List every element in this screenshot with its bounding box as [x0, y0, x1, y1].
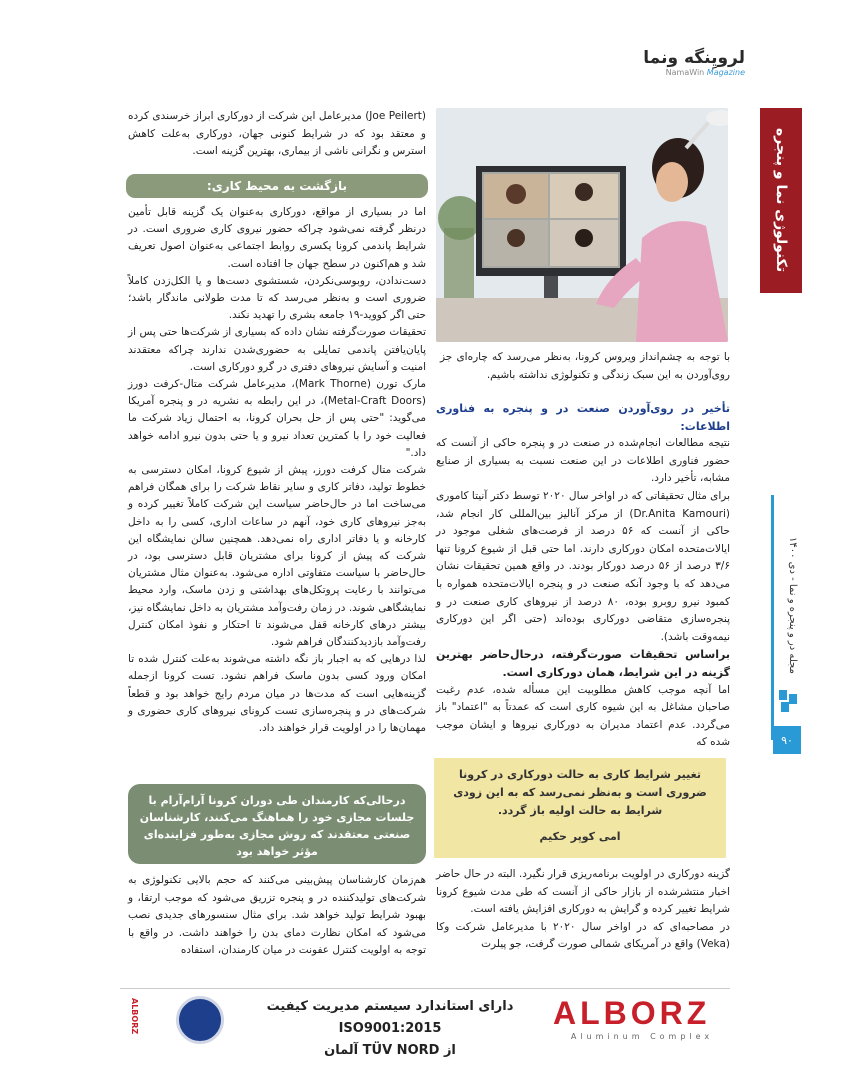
paragraph: تحقیقات صورت‌گرفته نشان داده که بسیاری از شرکت‌ها حتی پس از پایان‌یافتن پاندمی تمایلی به حضوری‌شدن ندارند چراکه معتقدند امنیت و آسایش نیروهای دفتری در گرو دورکاری است.	[128, 326, 426, 373]
logo-subtitle	[640, 68, 745, 77]
callout-box: درحالی‌که کارمندان طی دوران کرونا آرام‌آرام با جلسات مجازی خود را هماهنگ می‌کنند، کارشناسان صنعتی معتقدند که روش مجازی به‌طور فزاینده‌ای مؤثر خواهد بود	[128, 784, 426, 864]
paragraph: دست‌ندادن، روبوسی‌نکردن، شستشوی دست‌ها و یا الکل‌زدن کاملاً ضروری است و به‌نظر می‌رسد که تا مدت طولانی ماندگار باشد؛ حتی اگر کووید-۱۹ جامعه بشری را تهدید نکند.	[128, 274, 426, 322]
photo-illustration	[436, 108, 728, 342]
brand-name: ALBORZ	[553, 995, 711, 1031]
quote-text: تغییر شرایط کاری به حالت دورکاری در کرونا ضروری است و به‌نظر نمی‌رسد که به این زودی شرایط به حالت اولیه باز گردد.	[453, 768, 707, 817]
logo-title: لرويِنگه ونما	[643, 48, 745, 68]
paragraph: برای مثال تحقیقاتی که در اواخر سال ۲۰۲۰ توسط دکتر آنیتا کاموری (Dr.Anita Kamouri) از مرکز آنالیز بین‌المللی کار انجام شد، حاکی از آنست که ۵۶ درصد از فرصت‌های شغلی موجود در ایالات‌متحده امکان دورکاری دارند. اما حتی قبل از شیوع کرونا تنها ۳/۶ درصد از ۵۶ درصد دورکار بودند. در واقع همین تحقیقات نشان می‌دهد که با وجود آنکه صنعت در و پنجره ایالات‌متحده همواره با کمبود نیرو روبرو بوده، ۸۰ درصد از نیروهای کاری صنعت در و پنجره‌سازی متقاضی دورکاری بوده‌اند (حتی اگر این دورکاری نیمه‌وقت باشد).	[436, 489, 731, 643]
section-heading-it-delay: تأخیر در روی‌آوردن صنعت در و پنجره به فناوری اطلاعات:	[436, 402, 730, 433]
paragraph-highlight: براساس تحقیقات صورت‌گرفته، درحال‌حاضر بهترین گزینه در این شرایط، همان دورکاری است.	[436, 648, 730, 679]
paragraph: هم‌زمان کارشناسان پیش‌بینی می‌کنند که حجم بالایی تکنولوژی به شرکت‌های تولیدکننده در و پنجره تزریق می‌شود که موجب ارتقا، و بهبود شرایط تولید خواهد شد. برای مثال سنسورهای جدیدی نصب می‌شود که امکان نظارت دمای بدن را خواهند داشت. در واقع با توجه به اولویت کنترل عفونت در میان کارمندان، استفاده	[128, 874, 426, 957]
left-column-body	[128, 204, 426, 737]
section-tab: تکنولوژی نما و پنجره	[760, 108, 802, 293]
tuv-nord-seal-icon	[176, 996, 224, 1044]
magazine-mark-icon	[779, 690, 797, 712]
paragraph: (Joe Peilert) مدیرعامل این شرکت از دورکاری ابراز خرسندی کرده و معتقد بود که در شرایط کنونی جهان، دورکاری به‌علت کاهش استرس و نگرانی ناشی از بیماری، بهترین گزینه است.	[128, 110, 426, 158]
side-accent-line	[771, 495, 774, 740]
right-column	[436, 400, 730, 752]
magazine-logo	[640, 48, 745, 88]
page-number: ۹۰	[773, 726, 801, 754]
paragraph: اما در بسیاری از مواقع، دورکاری به‌عنوان یک گزینه قابل تأمین درنظر گرفته نمی‌شود چراکه حضور نیروی کاری ضروری است. در شرایط پاندمی کرونا یکسری روابط اجتماعی به‌عنوان اصول تعریف شد و هم‌اکنون در سطح جهان جا افتاده است.	[128, 206, 426, 270]
paragraph: لذا درهایی که به اجبار باز نگه داشته می‌شوند به‌علت کنترل شده تا امکان ورود کسی بدون ماسک فراهم نشود. تست کرونا ازجمله گزینه‌هایی است که مدت‌ها در میان مردم رایج خواهد بود و قطعاً شرکت‌های در و پنجره‌سازی تست کرونای نیروهای کاری حضوری و مهمان‌ها را در اولویت قرار خواهند داد.	[128, 653, 426, 735]
iso-line-1: دارای استاندارد سیستم مدیریت کیفیت ISO9001:2015	[266, 999, 514, 1036]
paragraph: گزینه دورکاری در اولویت برنامه‌ریزی قرار نگیرد. البته در حال حاضر اخبار منتشرشده از بازار حاکی از آنست که طی مدت شیوع کرونا شرایط تغییر کرده و گرایش به دورکاری افزایش یافته است.	[436, 868, 730, 916]
paragraph: مارک تورن (Mark Thorne)، مدیرعامل شرکت متال-کرفت دورز (Metal-Craft Doors)، در این رابطه به نشریه در و پنجره آمریکا می‌گوید: "حتی پس از حل بحران کرونا، به احتمال زیاد شرکت ما فعالیت خود را با کمترین تعداد نیرو و یا حتی بدون نیرو ادامه خواهد داد."	[128, 378, 426, 459]
pull-quote	[434, 758, 726, 858]
left-column-end	[128, 872, 426, 960]
footer-divider	[120, 988, 730, 989]
paragraph: در مصاحبه‌ای که در اواخر سال ۲۰۲۰ با مدیرعامل شرکت وکا (Veka) واقع در آمریکای شمالی صورت گرفت، جو پیلرت	[436, 920, 730, 951]
left-column-intro	[128, 108, 426, 161]
video-call-photo	[436, 108, 728, 342]
alborz-logo	[553, 995, 731, 1045]
quote-author: امی کوپر حکیم	[539, 830, 621, 843]
brand-subtitle: Aluminum Complex	[570, 1032, 714, 1041]
logo-en-prefix: NamaWin	[665, 68, 705, 77]
magazine-issue-caption: مجله در و پنجره و نما - دی ۱۴۰۰	[787, 536, 798, 674]
right-column-continued	[436, 866, 730, 954]
section-heading-return-to-work: بازگشت به محیط کاری:	[126, 174, 428, 198]
paragraph: نتیجه مطالعات انجام‌شده در صنعت در و پنجره حاکی از آنست که حضور فناوری اطلاعات در این صنعت نسبت به بسیاری از صنایع مشابه، تأخیر دارد.	[436, 437, 730, 485]
side-brand-mark: ALBORZ	[130, 998, 139, 1035]
paragraph: اما آنچه موجب کاهش مطلوبیت این مسأله شده، عدم رغبت صاحبان مشاغل به این شیوه کاری است که عمدتاً به "اعتماد" باز می‌گردد. عدم اعتماد مدیران به دورکاری نیروها و ایشان موجب شده که	[436, 683, 730, 749]
iso-line-2: از TÜV NORD آلمان	[324, 1043, 456, 1058]
paragraph: شرکت متال کرفت دورز، پیش از شیوع کرونا، امکان دسترسی به خطوط تولید، دفاتر کاری و سایر نقاط شرکت را برای همگان فراهم می‌ساخت اما در حال‌حاضر سیاست این شرکت کاملاً تغییر کرده و به‌جز نیروهای کاری خود، آنهم در ساعات اداری، کسی را به داخل کارخانه و یا دفاتر اداری راه نمی‌دهد. همچنین سالن نمایشگاه این شرکت که پیش از کرونا برای مشتریان قابل دسترسی بود، در حال‌حاضر با سیاست متفاوتی اداره می‌شود. به‌عنوان مثال مشتریان می‌توانند با رعایت پروتکل‌های بهداشتی و زدن ماسک، وارد محیط نمایشگاهی شوند. در زمان رفت‌وآمد مشتریان به داخل نمایشگاه نیز، بیشتر درهای کارخانه قفل می‌شوند تا احتکار و نفوذ امکان کنترل رفت‌وآمد بازدیدکنندگان فراهم شود.	[128, 464, 426, 649]
logo-en-suffix: Magazine	[706, 68, 745, 77]
photo-caption: با توجه به چشم‌انداز ویروس کرونا، به‌نظر می‌رسد که چاره‌ای جز روی‌آوردن به این سبک زندگی و تکنولوژی نداشته باشیم.	[440, 351, 730, 381]
iso-certification	[240, 996, 540, 1062]
